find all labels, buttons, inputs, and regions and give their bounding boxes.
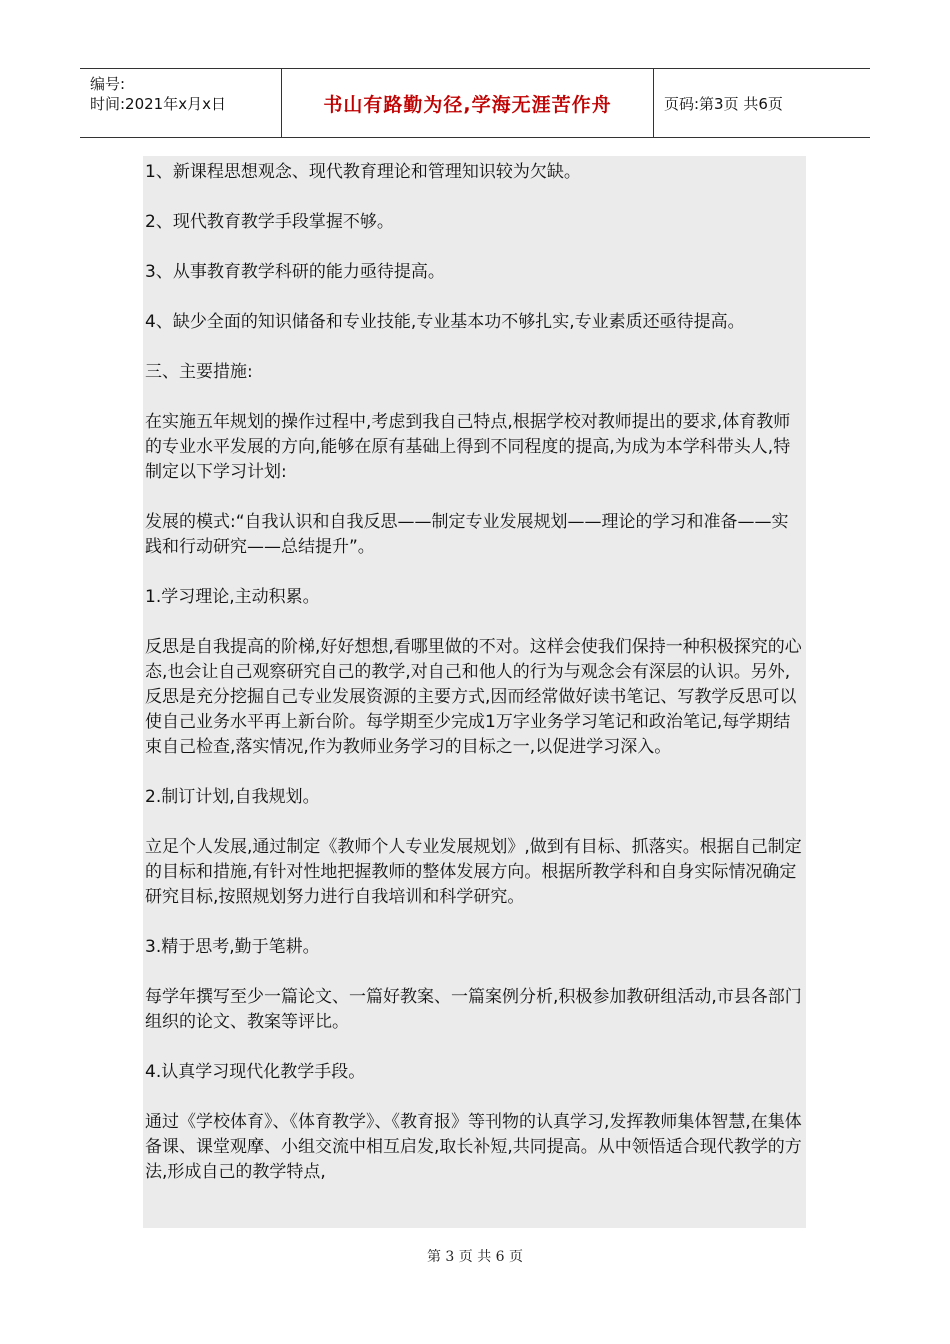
page-footer: 第 3 页 共 6 页 bbox=[426, 1249, 524, 1265]
paragraph: 发展的模式:“自我认识和自我反思——制定专业发展规划——理论的学习和准备——实践和行动研究——总结提升”。 bbox=[145, 512, 789, 557]
section-heading: 三、主要措施: bbox=[145, 362, 253, 382]
subheading: 2.制订计划,自我规划。 bbox=[145, 787, 320, 807]
subheading: 1.学习理论,主动积累。 bbox=[145, 587, 320, 607]
subheading: 4.认真学习现代化教学手段。 bbox=[145, 1062, 366, 1082]
paragraph: 每学年撰写至少一篇论文、一篇好教案、一篇案例分析,积极参加教研组活动,市县各部门组织的论文、教案等评比。 bbox=[145, 987, 802, 1032]
header-page-info: 页码:第3页 共6页 bbox=[664, 94, 783, 113]
paragraph: 立足个人发展,通过制定《教师个人专业发展规划》,做到有目标、抓落实。根据自己制定的目标和措施,有针对性地把握教师的整体发展方向。根据所教学科和自身实际情况确定研究目标,按照规划努力进行自我培训和科学研究。 bbox=[145, 837, 802, 907]
paragraph: 2、现代教育教学手段掌握不够。 bbox=[145, 212, 394, 232]
document-body bbox=[143, 156, 806, 1228]
paragraph: 通过《学校体育》、《体育教学》、《教育报》等刊物的认真学习,发挥教师集体智慧,在集体备课、课堂观摩、小组交流中相互启发,取长补短,共同提高。从中领悟适合现代教学的方法,形成自己的教学特点, bbox=[145, 1112, 802, 1182]
paragraph: 1、新课程思想观念、现代教育理论和管理知识较为欠缺。 bbox=[145, 162, 581, 182]
document-time-label: 时间:2021年x月x日 bbox=[90, 95, 226, 113]
paragraph: 反思是自我提高的阶梯,好好想想,看哪里做的不对。这样会使我们保持一种积极探究的心态,也会让自己观察研究自己的教学,对自己和他人的行为与观念会有深层的认识。另外,反思是充分挖掘自己专业发展资源的主要方式,因而经常做好读书笔记、写教学反思可以使自己业务水平再上新台阶。每学期至少完成1万字业务学习笔记和政治笔记,每学期结束自己检查,落实情况,作为教师业务学习的目标之一,以促进学习深入。 bbox=[145, 637, 802, 757]
subheading: 3.精于思考,勤于笔耕。 bbox=[145, 937, 320, 957]
paragraph: 4、缺少全面的知识储备和专业技能,专业基本功不够扎实,专业素质还亟待提高。 bbox=[145, 312, 745, 332]
header-meta bbox=[80, 69, 282, 137]
paragraph: 3、从事教育教学科研的能力亟待提高。 bbox=[145, 262, 445, 282]
header-motto: 书山有路勤为径,学海无涯苦作舟 bbox=[282, 69, 654, 137]
page-header bbox=[80, 68, 870, 138]
paragraph: 在实施五年规划的操作过程中,考虑到我自己特点,根据学校对教师提出的要求,体育教师的专业水平发展的方向,能够在原有基础上得到不同程度的提高,为成为本学科带头人,特制定以下学习计划: bbox=[145, 412, 791, 482]
document-number-label: 编号: bbox=[90, 75, 126, 93]
